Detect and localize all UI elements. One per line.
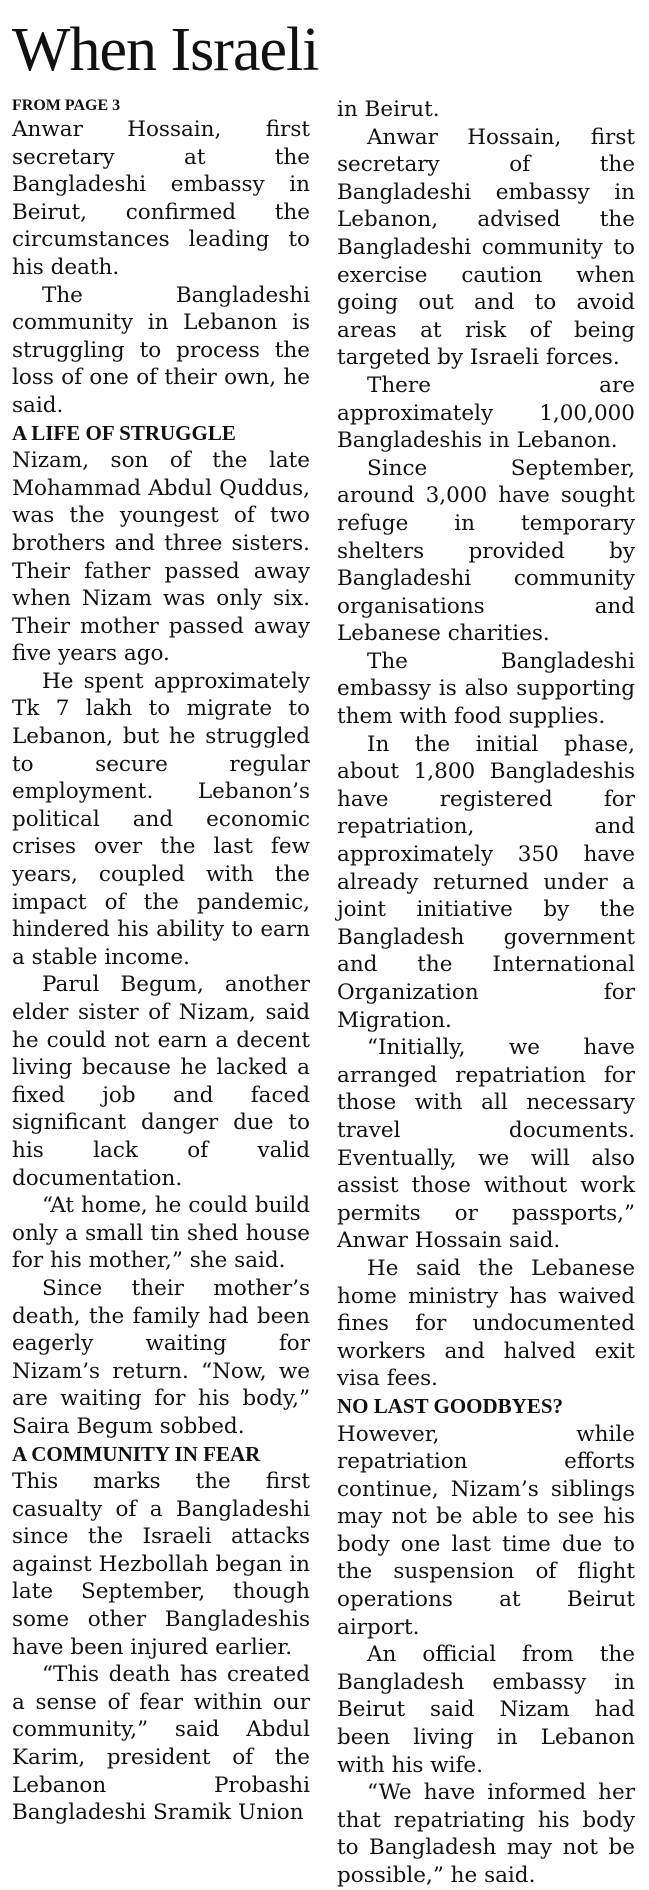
left-column xyxy=(12,96,310,1827)
paragraph: He spent approximately Tk 7 lakh to migrate to Lebanon, but he struggled to secure regular employment. Lebanon’s political and economic crises over the last few years, coupled with the impact of the pandemic, hindered his ability to earn a stable income. xyxy=(12,668,310,970)
paragraph: “We have informed her that repatriating his body to Bangladesh may not be possible,” he said. xyxy=(337,1780,635,1888)
paragraph: He said the Lebanese home ministry has waived fines for undocumented workers and halved exit visa fees. xyxy=(337,1255,635,1392)
paragraph: However, while repatriation efforts continue, Nizam’s siblings may not be able to see his body one last time due to the suspension of flight operations at Beirut airport. xyxy=(337,1421,635,1640)
section-heading: NO LAST GOODBYES? xyxy=(337,1393,564,1418)
paragraph: The Bangladeshi embassy is also supporting them with food supplies. xyxy=(337,648,635,730)
paragraph: “Initially, we have arranged repatriation for those with all necessary travel documents. Eventually, we will also assist those without work permits or passports,” Anwar Hossain said. xyxy=(337,1035,635,1254)
paragraph: In the initial phase, about 1,800 Bangladeshis have registered for repatriation, and approximately 350 have already returned under a joint initiative by the Bangladesh government and the International Organization for Migration. xyxy=(337,731,635,1033)
paragraph: Anwar Hossain, first secretary at the Bangladeshi embassy in Beirut, confirmed the circumstances leading to his death. xyxy=(12,117,310,280)
paragraph: in Beirut. xyxy=(337,97,440,122)
section-heading: A LIFE OF STRUGGLE xyxy=(12,420,236,445)
right-column-body xyxy=(337,96,635,1890)
paragraph: There are approximately 1,00,000 Bangladeshis in Lebanon. xyxy=(337,372,635,454)
from-page-label: FROM PAGE 3 xyxy=(12,97,121,114)
paragraph: This marks the first casualty of a Bangladeshi since the Israeli attacks against Hezbollah began in late September, though some other Bangladeshis have been injured earlier. xyxy=(12,1469,310,1660)
paragraph: Since their mother’s death, the family had been eagerly waiting for Nizam’s return. “Now, we are waiting for his body,” Saira Begum sobbed. xyxy=(12,1275,310,1439)
right-column xyxy=(337,96,635,1890)
paragraph: Since September, around 3,000 have sought refuge in temporary shelters provided by Bangladeshi community organisations and Lebanese charities. xyxy=(337,455,635,647)
paragraph: “At home, he could build only a small tin shed house for his mother,” she said. xyxy=(12,1193,310,1274)
paragraph: Anwar Hossain, first secretary of the Bangladeshi embassy in Lebanon, advised the Bangladeshi community to exercise caution when going out and to avoid areas at risk of being targeted by Israeli forces. xyxy=(337,124,635,371)
headline: When Israeli xyxy=(12,16,319,84)
paragraph: The Bangladeshi community in Lebanon is struggling to process the loss of one of their own, he said. xyxy=(12,282,310,418)
left-column-body xyxy=(12,116,310,1827)
paragraph: An official from the Bangladesh embassy in Beirut said Nizam had been living in Lebanon with his wife. xyxy=(337,1642,635,1778)
section-heading: A COMMUNITY IN FEAR xyxy=(12,1441,261,1466)
paragraph: Parul Begum, another elder sister of Nizam, said he could not earn a decent living because he lacked a fixed job and faced significant danger due to his lack of valid documentation. xyxy=(12,972,310,1191)
paragraph: “This death has created a sense of fear within our community,” said Abdul Karim, president of the Lebanon Probashi Bangladeshi Sramik Union xyxy=(12,1662,310,1826)
paragraph: Nizam, son of the late Mohammad Abdul Quddus, was the youngest of two brothers and three sisters. Their father passed away when Nizam was only six. Their mother passed away five years ago. xyxy=(12,448,310,667)
